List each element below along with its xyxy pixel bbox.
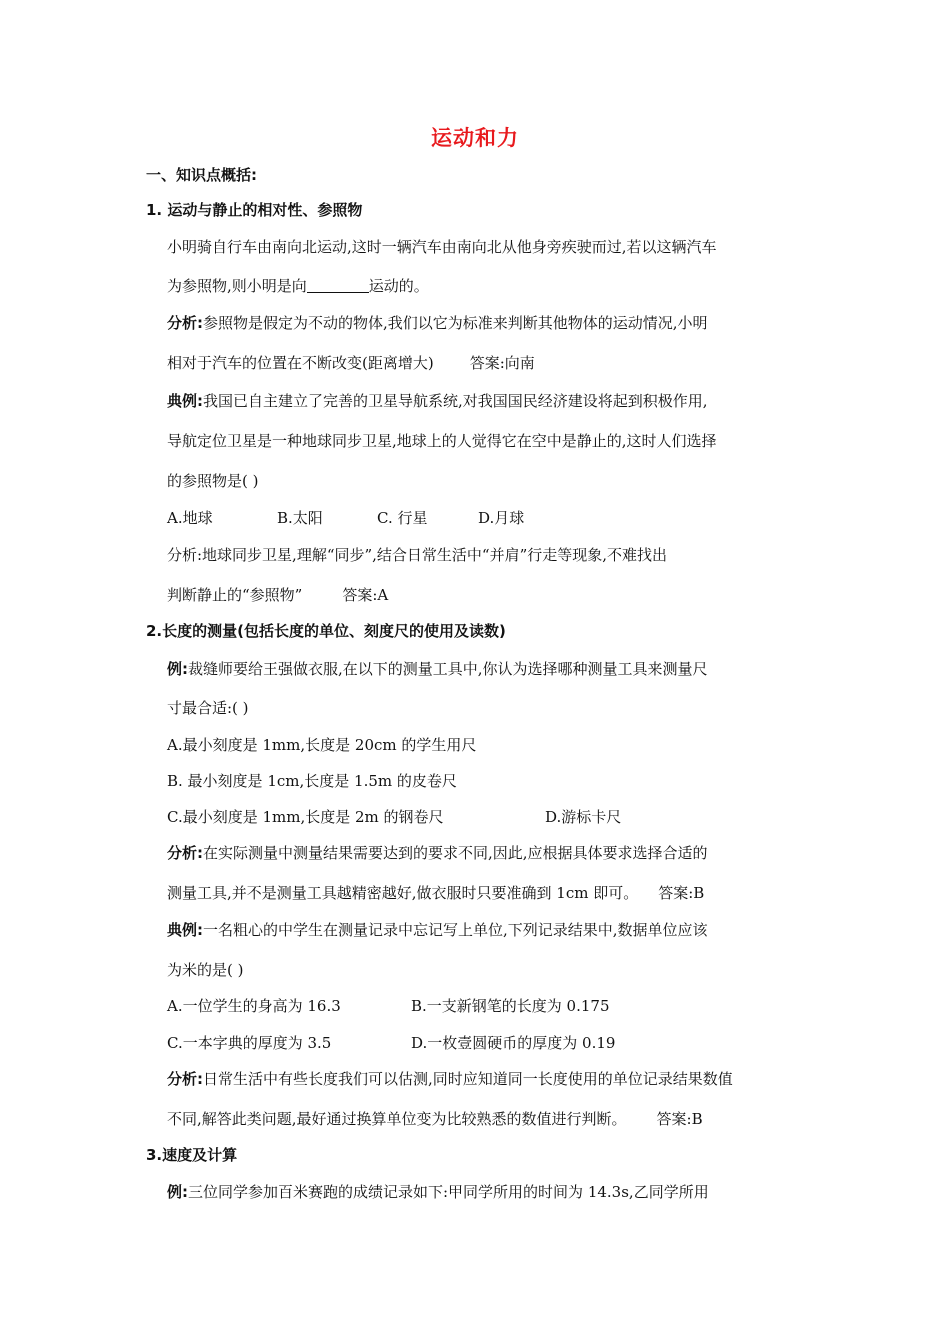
answer-text: 答案:A [342,586,389,604]
example-text [167,659,708,679]
example-body: 三位同学参加百米赛跑的成绩记录如下:甲同学所用的时间为 14.3s,乙同学所用 [188,1183,709,1201]
analysis-body: 在实际测量中测量结果需要达到的要求不同,因此,应根据具体要求选择合适的 [203,844,708,862]
analysis-body: 不同,解答此类问题,最好通过换算单位变为比较熟悉的数值进行判断。 [167,1110,627,1128]
example-body: 我国已自主建立了完善的卫星导航系统,对我国国民经济建设将起到积极作用, [203,392,708,410]
question-text-part: 为参照物,则小明是向 [167,277,307,295]
answer-text: 答案:B [658,884,705,902]
analysis-text [167,1069,733,1089]
analysis-body: 参照物是假定为不动的物体,我们以它为标准来判断其他物体的运动情况,小明 [203,314,708,332]
example-text: 为米的是( ) [167,961,244,979]
analysis-label: 分析: [167,314,203,332]
option-a: A.一位学生的身高为 16.3 [167,997,341,1015]
answer-text: 答案:B [656,1110,703,1128]
option-a: A.最小刻度是 1mm,长度是 20cm 的学生用尺 [167,736,477,754]
analysis-text [167,353,535,373]
question-text: 小明骑自行车由南向北运动,这时一辆汽车由南向北从他身旁疾驶而过,若以这辆汽车 [167,238,717,256]
example-label: 典例: [167,921,203,939]
option-b: B.一支新钢笔的长度为 0.175 [411,997,610,1015]
option-c: C. 行星 [377,509,428,527]
example-text: 寸最合适:( ) [167,699,249,717]
example-label: 例: [167,1183,188,1201]
example-text: 的参照物是( ) [167,472,259,490]
analysis-text [167,843,708,863]
topic-heading-2: 2.长度的测量(包括长度的单位、刻度尺的使用及读数) [146,622,506,640]
example-text [167,1182,709,1202]
analysis-text [167,1109,703,1129]
page-title: 运动和力 [431,126,519,150]
topic-heading-1: 1. 运动与静止的相对性、参照物 [146,201,363,219]
answer-blank [307,278,369,293]
option-d: D.游标卡尺 [545,808,622,826]
example-text: 导航定位卫星是一种地球同步卫星,地球上的人觉得它在空中是静止的,这时人们选择 [167,432,717,450]
example-body: 一名粗心的中学生在测量记录中忘记写上单位,下列记录结果中,数据单位应该 [203,921,708,939]
analysis-text [167,585,388,605]
analysis-body: 日常生活中有些长度我们可以估测,同时应知道同一长度使用的单位记录结果数值 [203,1070,733,1088]
answer-text: 答案:向南 [469,354,535,372]
example-label: 例: [167,660,188,678]
option-d: D.月球 [478,509,525,527]
question-text-part: 运动的。 [368,277,429,295]
analysis-body: 相对于汽车的位置在不断改变(距离增大) [167,354,434,372]
example-body: 裁缝师要给王强做衣服,在以下的测量工具中,你认为选择哪种测量工具来测量尺 [188,660,708,678]
option-c: C.最小刻度是 1mm,长度是 2m 的钢卷尺 [167,808,444,826]
option-d: D.一枚壹圆硬币的厚度为 0.19 [411,1034,616,1052]
section-heading: 一、知识点概括: [146,166,257,184]
option-b: B.太阳 [277,509,323,527]
analysis-body: 测量工具,并不是测量工具越精密越好,做衣服时只要准确到 1cm 即可。 [167,884,639,902]
analysis-text [167,883,704,903]
example-label: 典例: [167,392,203,410]
example-text [167,920,708,940]
analysis-text: 分析:地球同步卫星,理解“同步”,结合日常生活中“并肩”行走等现象,不难找出 [167,546,668,564]
topic-heading-3: 3.速度及计算 [146,1146,238,1164]
option-c: C.一本字典的厚度为 3.5 [167,1034,332,1052]
option-a: A.地球 [167,509,213,527]
analysis-body: 判断静止的“参照物” [167,586,303,604]
analysis-label: 分析: [167,1070,203,1088]
question-text [167,276,429,296]
analysis-label: 分析: [167,844,203,862]
example-text [167,391,708,411]
option-b: B. 最小刻度是 1cm,长度是 1.5m 的皮卷尺 [167,772,457,790]
analysis-text [167,313,708,333]
